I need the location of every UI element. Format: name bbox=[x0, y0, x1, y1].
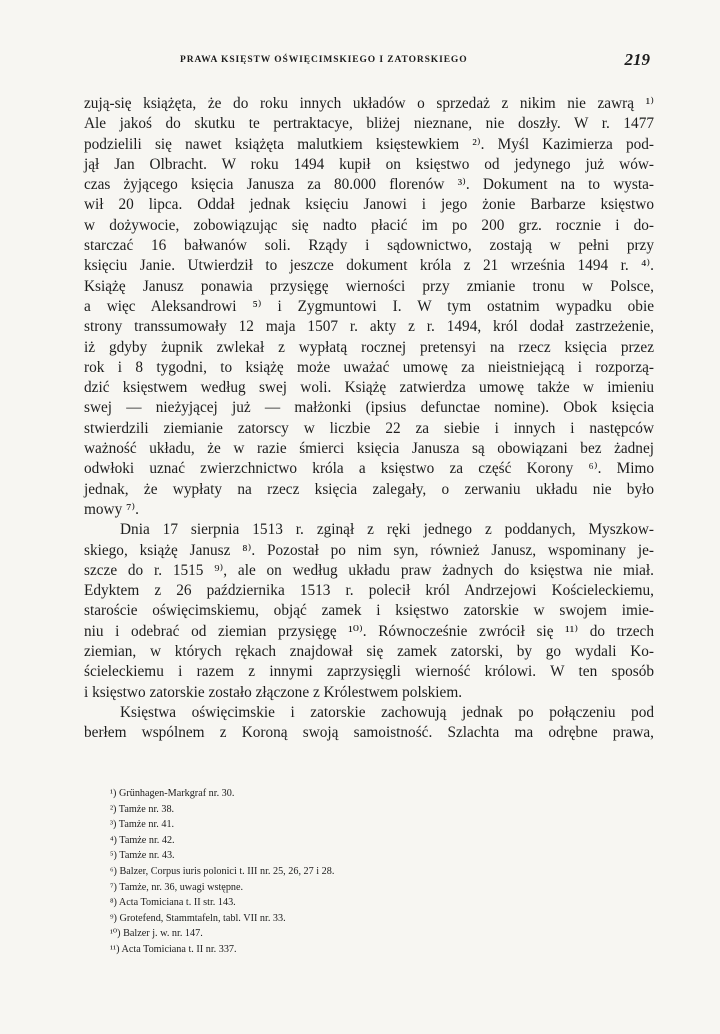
text-line: czas żyjącego księcia Janusza za 80.000 florenów ³⁾. Dokument na to wysta- bbox=[84, 176, 654, 194]
paragraph-start: Księstwa oświęcimskie i zatorskie zachowują jednak po połączeniu pod bbox=[120, 703, 654, 721]
text-line: ważność układu, że w razie śmierci księcia Janusza są obowiązani bez żadnej bbox=[84, 440, 654, 458]
text-line: jął Jan Olbracht. W roku 1494 kupił on księstwo od jedynego już wów- bbox=[84, 155, 654, 173]
footnote: ⁵) Tamże nr. 43. bbox=[110, 850, 175, 862]
text-line: swej — nieżyjącej już — małżonki (ipsius defunctae nomine). Obok księcia bbox=[84, 399, 654, 417]
text-line: dzić księstwem według swej woli. Książę zatwierdza umowę także w imieniu bbox=[84, 379, 654, 397]
page-number: 219 bbox=[624, 50, 650, 69]
footnote: ¹⁰) Balzer j. w. nr. 147. bbox=[110, 928, 203, 940]
text-line: i księstwo zatorskie zostało złączone z Królestwem polskiem. bbox=[84, 683, 463, 701]
text-line: skiego, książę Janusz ⁸⁾. Pozostał po nim syn, również Janusz, wspominany je- bbox=[84, 541, 654, 559]
paragraph-start: Dnia 17 sierpnia 1513 r. zginął z ręki jednego z poddanych, Myszkow- bbox=[120, 521, 654, 539]
footnote: ⁸) Acta Tomiciana t. II str. 143. bbox=[110, 897, 236, 909]
text-line: podzielili się nawet książęta malutkiem księstewkiem ²⁾. Myśl Kazimierza pod- bbox=[84, 135, 654, 153]
text-line: iż gdyby żupnik zwlekał z wypłatą rocznej pretensyi na rzecz księcia przez bbox=[84, 338, 654, 356]
text-line: szcze do r. 1515 ⁹⁾, ale on według układu praw żadnych do księstwa nie miał. bbox=[84, 561, 654, 579]
text-line: staroście oświęcimskiemu, objąć zamek i księstwo zatorskie w swojem imie- bbox=[84, 602, 654, 620]
text-line: stwierdzili ziemianie zatorscy w liczbie 22 za siebie i innych i następców bbox=[84, 419, 654, 437]
text-line: jednak, że wypłaty na rzecz księcia zalegały, o zerwaniu układu nie było bbox=[84, 480, 654, 498]
running-title: PRAWA KSIĘSTW OŚWIĘCIMSKIEGO I ZATORSKIEGO bbox=[180, 55, 468, 65]
footnote: ¹) Grünhagen-Markgraf nr. 30. bbox=[110, 788, 235, 799]
footnote: ⁷) Tamże, nr. 36, uwagi wstępne. bbox=[110, 881, 244, 893]
text-line: w dożywocie, zobowiązując się nadto płacić im po 200 grz. rocznie i do- bbox=[84, 216, 654, 234]
page-header bbox=[84, 50, 650, 69]
footnote: ⁶) Balzer, Corpus iuris polonici t. III nr. 25, 26, 27 i 28. bbox=[110, 865, 335, 877]
text-line: niu i odebrać od ziemian przysięgę ¹⁰⁾. Równocześnie zwrócił się ¹¹⁾ do trzech bbox=[84, 622, 654, 640]
text-line: wił 20 lipca. Oddał jednak księciu Janowi i jego żonie Barbarze księstwo bbox=[84, 196, 654, 214]
text-line: Książę Janusz ponawia przysięgę wierności przy zmianie tronu w Polsce, bbox=[84, 277, 654, 295]
text-line: zują-się książęta, że do roku innych układów o sprzedaż z nikim nie zawrą ¹⁾ bbox=[84, 95, 654, 112]
body-text bbox=[84, 94, 654, 744]
text-line: strony transsumowały 12 maja 1507 r. akty z r. 1494, król dodał zastrzeżenie, bbox=[84, 318, 654, 336]
text-line: berłem wspólnem z Koroną swoją samoistność. Szlachta ma odrębne prawa, bbox=[84, 724, 654, 742]
text-line: Edyktem z 26 października 1513 r. polecił król Andrzejowi Kościeleckiemu, bbox=[84, 582, 654, 600]
text-line: Ale jakoś do skutku te pertraktacye, bliżej nieznane, nie doszły. W r. 1477 bbox=[84, 115, 654, 133]
text-line: ścieleckiemu i razem z innymi zaprzysięgli wierność królowi. W ten sposób bbox=[84, 663, 654, 681]
footnote: ¹¹) Acta Tomiciana t. II nr. 337. bbox=[110, 943, 237, 955]
footnote: ³) Tamże nr. 41. bbox=[110, 819, 175, 831]
footnote: ⁹) Grotefend, Stammtafeln, tabl. VII nr. 33. bbox=[110, 912, 286, 924]
footnote: ²) Tamże nr. 38. bbox=[110, 803, 175, 815]
text-line: starczać 16 bałwanów soli. Rządy i sądownictwo, zostają w pełni przy bbox=[84, 237, 654, 255]
text-line: rok i 8 tygodni, to książę może uważać umowę za nieistniejącą i rozporzą- bbox=[84, 358, 654, 376]
text-line: odwłoki uznać zwierzchnictwo króla a księstwo za część Korony ⁶⁾. Mimo bbox=[84, 460, 654, 478]
footnotes bbox=[110, 786, 510, 958]
text-line: ziemian, w których rękach znajdował się zamek zatorski, by go wydali Ko- bbox=[84, 643, 654, 661]
text-line: księciu Janie. Utwierdził to jeszcze dokument króla z 21 września 1494 r. ⁴⁾. bbox=[84, 257, 654, 275]
footnote: ⁴) Tamże nr. 42. bbox=[110, 834, 175, 846]
text-line: a więc Aleksandrowi ⁵⁾ i Zygmuntowi I. W tym ostatnim wypadku obie bbox=[84, 297, 654, 315]
text-line: mowy ⁷⁾. bbox=[84, 500, 139, 518]
